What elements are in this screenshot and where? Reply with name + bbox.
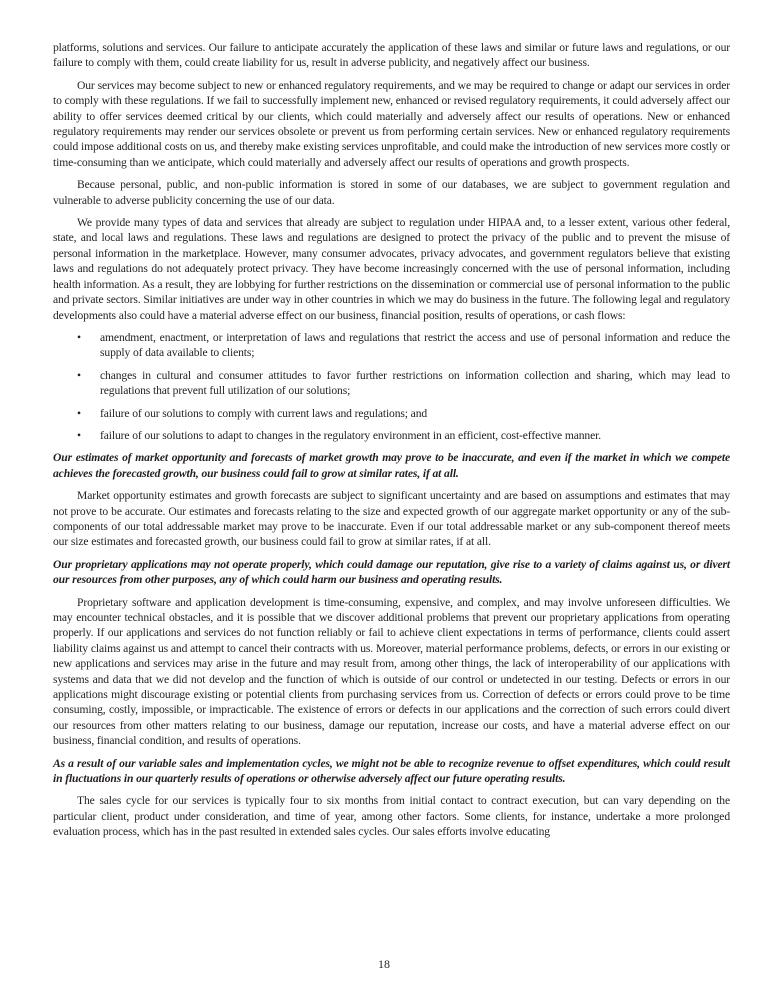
page-number: 18 [378,957,390,971]
list-item-text: failure of our solutions to comply with current laws and regulations; and [100,406,428,420]
bullet-icon: • [77,406,81,420]
list-item [53,406,730,421]
paragraph: The sales cycle for our services is typically four to six months from initial contact to contract execution, but can vary depending on the particular client, product under consideration, and time of year, among other factors. Some clients, for instance, undertake a more prolonged evaluation process, which has in the past resulted in extended sales cycles. Our sales efforts involve educating [53,794,730,839]
bullet-icon: • [77,330,81,344]
bullet-icon: • [77,428,81,442]
list-item [53,368,730,399]
paragraph: platforms, solutions and services. Our failure to anticipate accurately the application of these laws and similar or future laws and regulations, or our failure to comply with them, could create liability for us, result in adverse publicity, and negatively affect our business. [53,41,730,70]
document-page [53,40,730,847]
paragraph: Market opportunity estimates and growth forecasts are subject to significant uncertainty and are based on assumptions and estimates that may not prove to be accurate. Our estimates and forecasts relating to the size and expected growth of our aggregate market opportunity or any of the sub-components of our total addressable market may prove to be inaccurate. Even if our total addressable market or any sub-component thereof meets our size estimates and forecasted growth, our business could fail to grow at similar rates, if at all. [53,489,730,549]
paragraph: Because personal, public, and non-public information is stored in some of our databases, we are subject to government regulation and vulnerable to adverse publicity concerning the use of our data. [53,178,730,207]
list-item [53,428,730,443]
paragraph: Proprietary software and application development is time-consuming, expensive, and complex, and may involve unforeseen difficulties. We may encounter technical obstacles, and it is possible that we discover additional problems that prevent our proprietary applications from operating properly. If our applications and services do not function reliably or fail to achieve client expectations in terms of performance, clients could assert liability claims against us and attempt to cancel their contracts with us. Moreover, material performance problems, defects, or errors in our existing or new applications and services may arise in the future and may result from, among other things, the lack of interoperability of our applications with systems and data that we did not develop and the function of which is outside of our control or undetected in our testing. Defects or errors in our applications might discourage existing or potential clients from purchasing services from us. Correction of defects or errors could prove to be time consuming, costly, impossible, or impracticable. The existence of errors or defects in our applications and the correction of such errors could divert our resources from other matters relating to our business, damage our reputation, increase our costs, and have a material adverse effect on our business, financial condition, and results of operations. [53,595,730,748]
list-item-text: amendment, enactment, or interpretation of laws and regulations that restrict the access and use of personal information and reduce the supply of data available to clients; [100,330,730,360]
list-item [53,330,730,361]
list-item-text: changes in cultural and consumer attitudes to favor further restrictions on information collection and sharing, which may lead to regulations that prevent full utilization of our solutions; [100,368,730,398]
paragraph: We provide many types of data and services that already are subject to regulation under HIPAA and, to a lesser extent, various other federal, state, and local laws and regulations. These laws and regulations are designed to protect the privacy of the public and to prevent the misuse of personal information in the marketplace. However, many consumer advocates, privacy advocates, and government regulators believe that existing laws and regulations do not adequately protect privacy. They have become increasingly concerned with the use of personal information, including health information. As a result, they are lobbying for further restrictions on the dissemination or commercial use of personal information to the public and private sectors. Similar initiatives are under way in other countries in which we may do business in the future. The following legal and regulatory developments also could have a material adverse effect on our business, financial position, results of operations, or cash flows: [53,216,730,322]
section-heading: As a result of our variable sales and implementation cycles, we might not be able to recognize revenue to offset expenditures, which could result in fluctuations in our quarterly results of operations or otherwise adversely affect our future operating results. [53,756,730,786]
paragraph: Our services may become subject to new or enhanced regulatory requirements, and we may be required to change or adapt our services in order to comply with these regulations. If we fail to successfully implement new, enhanced or revised regulatory requirements, it could adversely affect our ability to offer services deemed critical by our clients, which could materially and adversely affect our results of operations. New or enhanced regulatory requirements may render our services obsolete or prevent us from performing certain services. New or enhanced regulatory requirements could impose additional costs on us, and thereby make existing services unprofitable, and could make the introduction of new services more costly or time-consuming than we anticipate, which could materially and adversely affect our results of operations and growth prospects. [53,78,730,169]
bullet-list [53,330,730,443]
section-heading: Our estimates of market opportunity and forecasts of market growth may prove to be inaccurate, and even if the market in which we compete achieves the forecasted growth, our business could fail to grow at similar rates, if at all. [53,451,730,480]
list-item-text: failure of our solutions to adapt to changes in the regulatory environment in an efficient, cost-effective manner. [100,428,602,442]
section-heading: Our proprietary applications may not operate properly, which could damage our reputation, give rise to a variety of claims against us, or divert our resources from other purposes, any of which could harm our business and operating results. [53,557,730,587]
bullet-icon: • [77,368,81,382]
